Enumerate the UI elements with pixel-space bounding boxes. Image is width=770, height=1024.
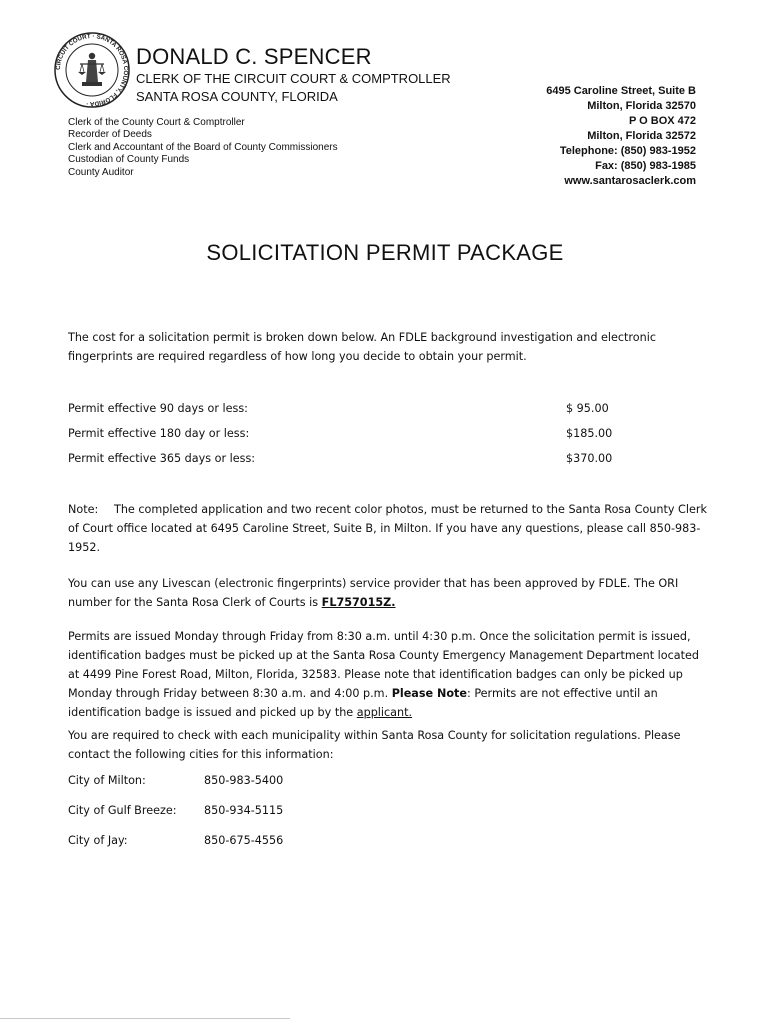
fee-row-180	[68, 427, 628, 440]
city-phone: 850-983-5400	[204, 774, 284, 787]
applicant-text: applicant.	[356, 706, 413, 719]
role-item: Recorder of Deeds	[68, 129, 152, 141]
fee-amount: $ 95.00	[566, 402, 609, 415]
svg-text:CIRCUIT COURT · SANTA ROSA COU: CIRCUIT COURT · SANTA ROSA COUNTY, FLORIDA ·	[54, 32, 130, 108]
intro-paragraph: The cost for a solicitation permit is broken down below. An FDLE background investigation and electronic fingerprints are required regardless of how long you decide to obtain your permit.	[68, 331, 656, 363]
clerk-name: DONALD C. SPENCER	[136, 44, 372, 69]
note-label: Note:	[68, 503, 99, 516]
clerk-roles-list	[68, 117, 338, 179]
role-item: Custodian of County Funds	[68, 154, 190, 166]
city-phone: 850-675-4556	[204, 834, 284, 847]
municipal-paragraph: You are required to check with each municipality within Santa Rosa County for solicitation regulations. Please contact the following cities for this information:	[68, 729, 681, 761]
office-address-block	[546, 84, 696, 189]
county-name: SANTA ROSA COUNTY, FLORIDA	[136, 89, 338, 104]
fee-row-90	[68, 402, 628, 415]
permits-text: Permits are issued Monday through Friday from 8:30 a.m. until 4:30 p.m. Once the solicitation permit is issued, identification badges must be picked up at the Santa Rosa County Emergency Management Department located at 4499 Pine Forest Road, Milton, Florida, 32583. Please note that identification badges can only be picked up Monday through Friday between 8:30 a.m. and 4:00 p.m.	[68, 630, 699, 700]
fee-amount: $185.00	[566, 427, 613, 440]
fax: Fax: (850) 983-1985	[595, 160, 696, 172]
permits-paragraph	[68, 627, 708, 722]
county-seal-logo	[52, 30, 132, 110]
fee-label: Permit effective 90 days or less:	[68, 402, 248, 415]
city-name: City of Milton:	[68, 774, 146, 787]
address-line: Milton, Florida 32572	[587, 130, 696, 142]
note-text: The completed application and two recent color photos, must be returned to the Santa Rosa County Clerk of Court office located at 6495 Caroline Street, Suite B, in Milton. If you have any questions, please call 850-983-1952.	[68, 503, 707, 554]
fee-row-365	[68, 452, 628, 465]
permits-note-text: : Permits are not effective until an identification badge is issued and picked up by the	[68, 687, 658, 719]
office-title: CLERK OF THE CIRCUIT COURT & COMPTROLLER	[136, 71, 451, 86]
role-item: Clerk of the County Court & Comptroller	[68, 117, 245, 128]
please-note-label: Please Note	[391, 687, 467, 700]
document-title: SOLICITATION PERMIT PACKAGE	[206, 240, 564, 265]
fee-label: Permit effective 180 day or less:	[68, 427, 250, 440]
livescan-paragraph	[68, 574, 708, 612]
fee-amount: $370.00	[566, 452, 613, 465]
footer-divider	[0, 1018, 290, 1019]
note-paragraph	[68, 500, 708, 557]
city-row-milton	[68, 774, 468, 787]
website-link[interactable]: www.santarosaclerk.com	[564, 175, 696, 187]
ori-number: FL757015Z.	[321, 596, 396, 609]
address-line: 6495 Caroline Street, Suite B	[546, 85, 696, 97]
city-name: City of Gulf Breeze:	[68, 804, 177, 817]
role-item: Clerk and Accountant of the Board of County Commissioners	[68, 141, 338, 153]
address-line: Milton, Florida 32570	[587, 100, 696, 112]
city-phone: 850-934-5115	[204, 804, 284, 817]
telephone: Telephone: (850) 983-1952	[559, 145, 696, 157]
city-row-gulf-breeze	[68, 804, 468, 817]
role-item: County Auditor	[68, 166, 134, 178]
livescan-text: You can use any Livescan (electronic fingerprints) service provider that has been approved by FDLE. The ORI number for the Santa Rosa Clerk of Courts is	[68, 577, 679, 609]
fee-label: Permit effective 365 days or less:	[68, 452, 256, 465]
address-line: P O BOX 472	[628, 115, 696, 127]
city-name: City of Jay:	[68, 834, 128, 847]
city-row-jay	[68, 834, 468, 847]
